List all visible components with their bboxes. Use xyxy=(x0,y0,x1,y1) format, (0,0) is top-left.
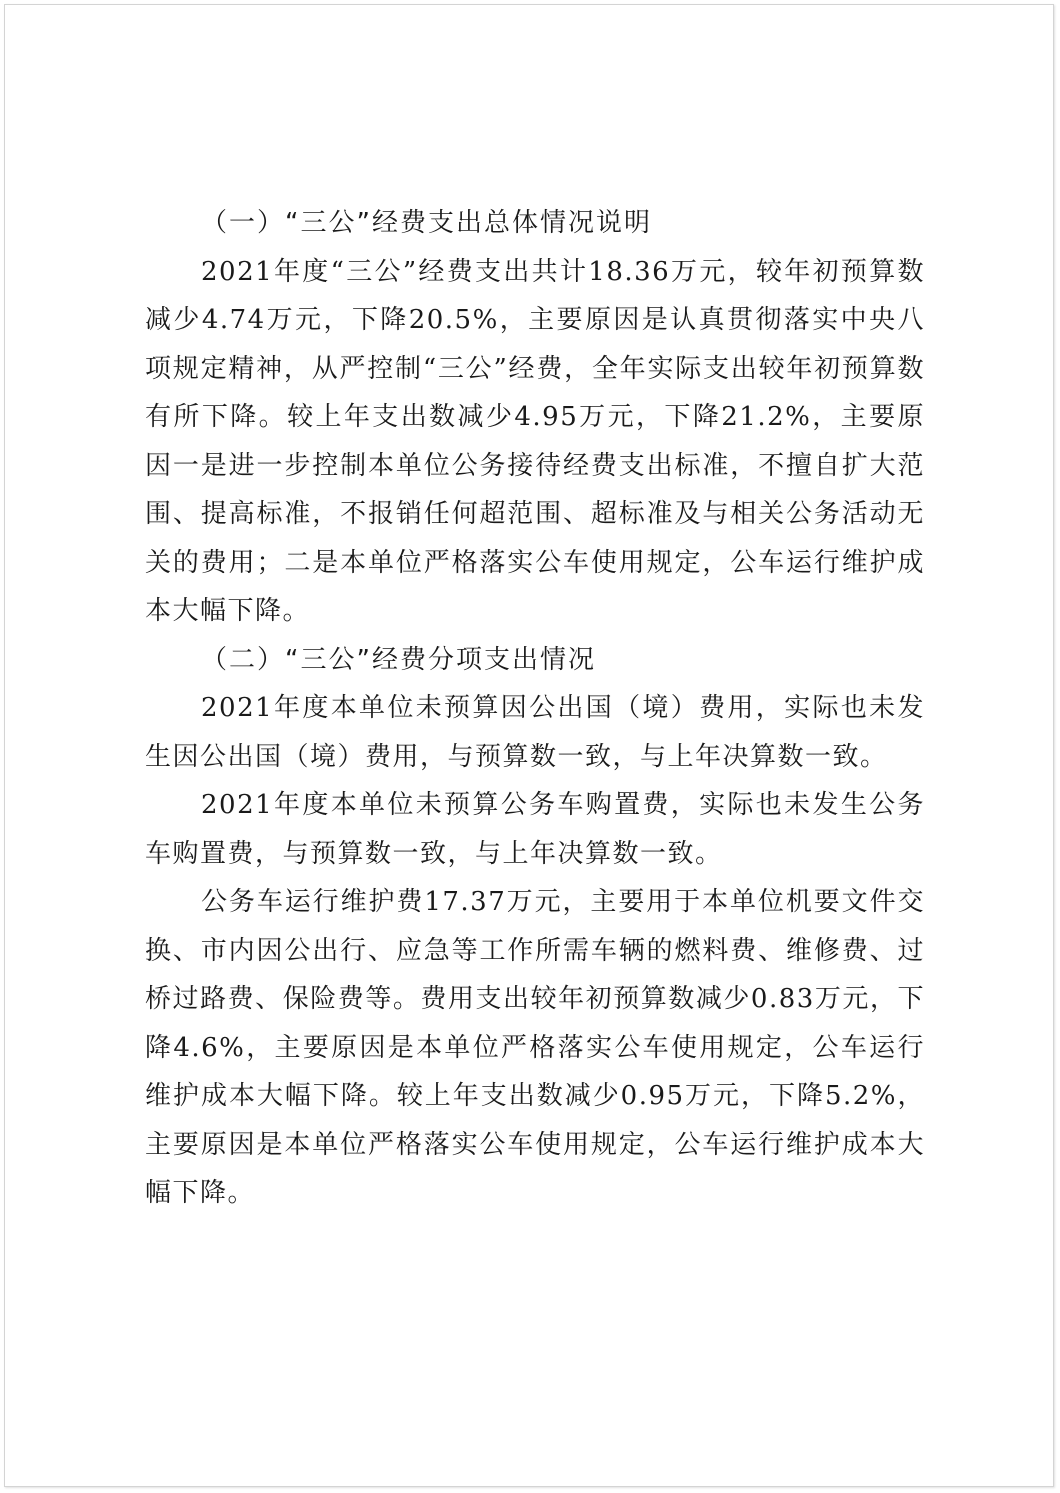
document-page xyxy=(4,4,1054,1487)
document-body xyxy=(145,199,925,1218)
overseas-travel-paragraph: 2021年度本单位未预算因公出国（境）费用，实际也未发生因公出国（境）费用，与预算数一致，与上年决算数一致。 xyxy=(145,693,925,772)
section-heading-itemized: （二）“三公”经费分项支出情况 xyxy=(201,644,596,675)
section-heading-overall: （一）“三公”经费支出总体情况说明 xyxy=(201,208,652,238)
overall-explanation-paragraph: 2021年度“三公”经费支出共计18.36万元，较年初预算数减少4.74万元，下降20.5%，主要原因是认真贯彻落实中央八项规定精神，从严控制“三公”经费，全年实际支出较年初预算数有所下降。较上年支出数减少4.95万元，下降21.2%，主要原因一是进一步控制本单位公务接待经费支出标准，不擅自扩大范围、提高标准，不报销任何超范围、超标准及与相关公务活动无关的费用；二是本单位严格落实公车使用规定，公车运行维护成本大幅下降。 xyxy=(145,256,925,626)
vehicle-purchase-paragraph: 2021年度本单位未预算公务车购置费，实际也未发生公务车购置费，与预算数一致，与上年决算数一致。 xyxy=(145,790,925,869)
vehicle-maintenance-paragraph: 公务车运行维护费17.37万元，主要用于本单位机要文件交换、市内因公出行、应急等工作所需车辆的燃料费、维修费、过桥过路费、保险费等。费用支出较年初预算数减少0.83万元，下降4.6%，主要原因是本单位严格落实公车使用规定，公车运行维护成本大幅下降。较上年支出数减少0.95万元，下降5.2%，主要原因是本单位严格落实公车使用规定，公车运行维护成本大幅下降。 xyxy=(145,887,925,1208)
